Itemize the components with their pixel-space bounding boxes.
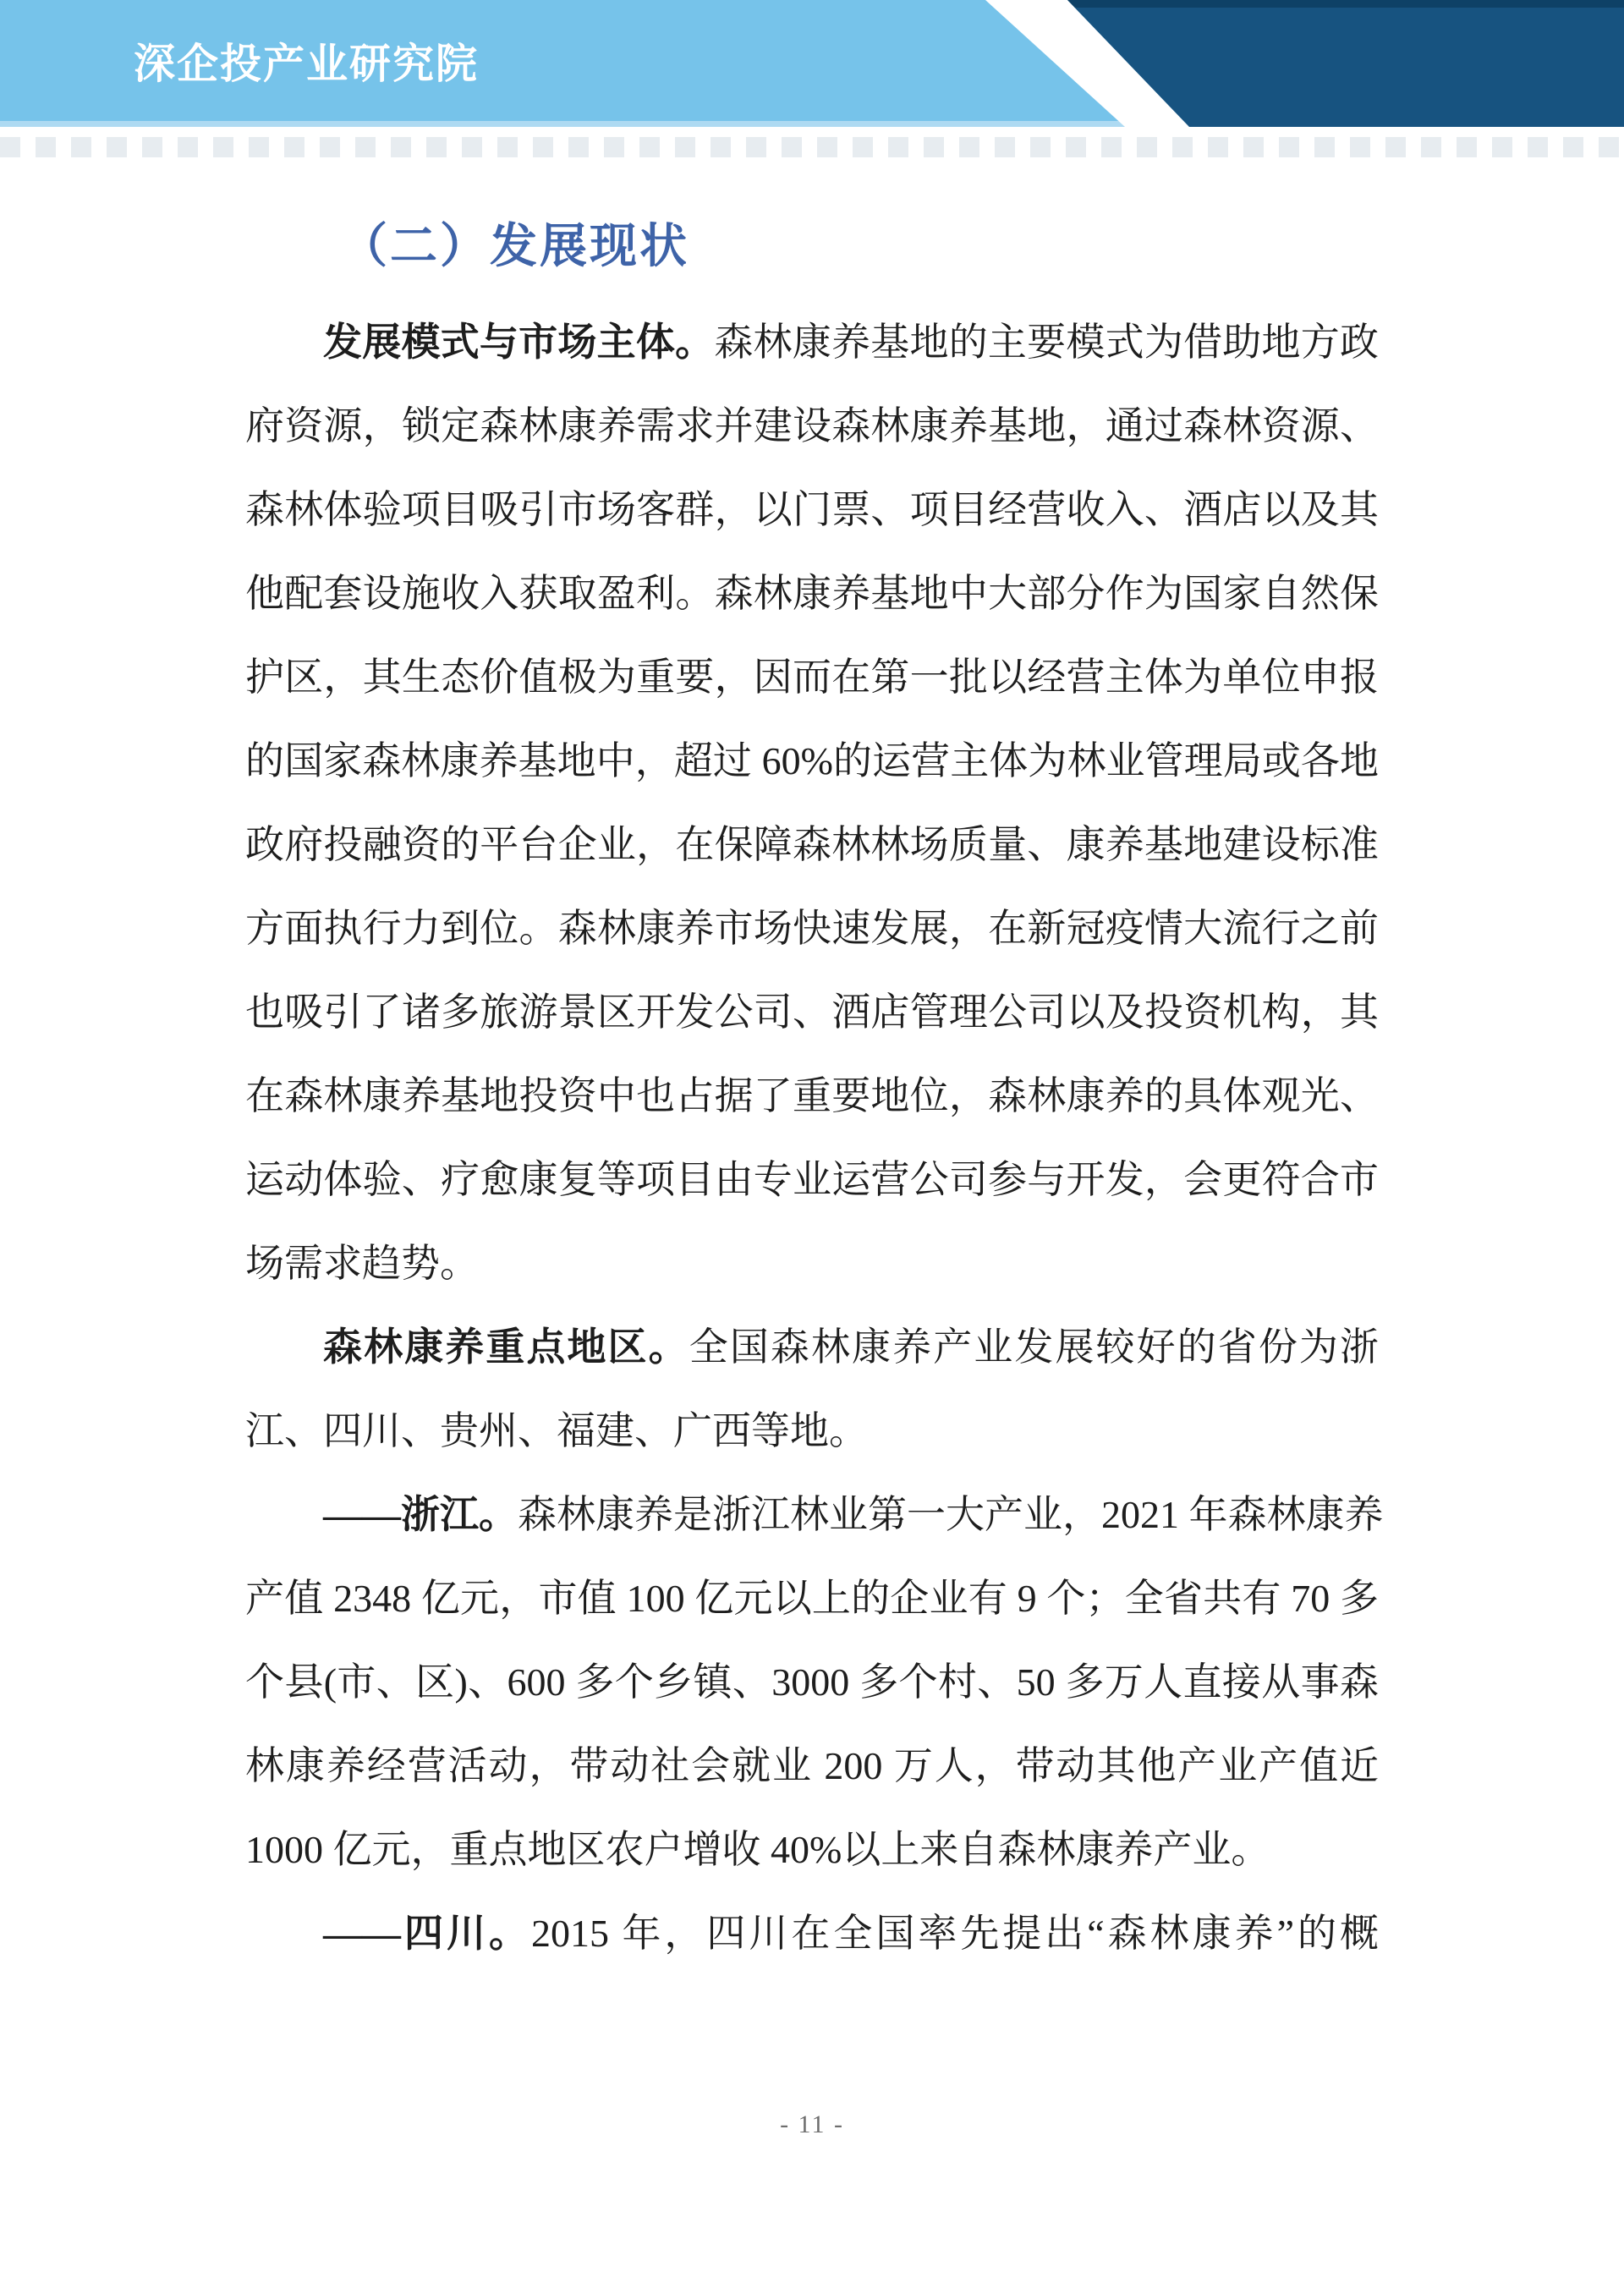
bold-lead-run: 发展模式与市场主体。 — [323, 321, 715, 364]
line-text-run: 政府投融资的平台企业，在保障森林林场质量、康养基地建设标准 — [245, 823, 1379, 866]
text-line — [245, 1640, 1379, 1724]
text-line — [245, 970, 1379, 1054]
line-text-run: 江、四川、贵州、福建、广西等地。 — [245, 1409, 868, 1452]
line-text-run: 森林体验项目吸引市场客群，以门票、项目经营收入、酒店以及其 — [245, 488, 1379, 531]
page-number: - 11 - — [780, 2110, 844, 2138]
bold-lead-run: ——四川。 — [323, 1912, 531, 1955]
text-line — [245, 1891, 1379, 1975]
line-text-run: 场需求趋势。 — [245, 1242, 479, 1285]
text-line — [245, 1473, 1384, 1556]
line-text-run: 的国家森林康养基地中，超过 60%的运营主体为林业管理局或各地 — [245, 739, 1379, 782]
page-header-band — [0, 0, 1624, 127]
line-text-run: 森林康养是浙江林业第一大产业，2021 年森林康养 — [518, 1493, 1384, 1536]
text-line — [245, 1556, 1379, 1640]
text-line — [245, 635, 1379, 719]
text-line — [245, 384, 1379, 468]
line-text-run: 全国森林康养产业发展较好的省份为浙 — [689, 1325, 1380, 1369]
text-line — [245, 1389, 1379, 1473]
line-text-run: 也吸引了诸多旅游景区开发公司、酒店管理公司以及投资机构，其 — [245, 991, 1379, 1034]
line-text-run: 产值 2348 亿元，市值 100 亿元以上的企业有 9 个；全省共有 70 多 — [245, 1577, 1379, 1620]
text-line — [245, 300, 1379, 384]
body-lines — [245, 300, 1384, 1975]
line-text-run: 府资源，锁定森林康养需求并建设森林康养基地，通过森林资源、 — [245, 404, 1379, 447]
line-text-run: 在森林康养基地投资中也占据了重要地位，森林康养的具体观光、 — [245, 1074, 1379, 1117]
section-heading: （二）发展现状 — [340, 221, 689, 273]
text-line — [245, 1138, 1379, 1221]
text-line — [245, 803, 1379, 886]
text-line — [245, 1221, 1379, 1305]
bold-lead-run: 森林康养重点地区。 — [323, 1325, 689, 1369]
line-text-run: 森林康养基地的主要模式为借助地方政 — [714, 321, 1380, 364]
line-text-run: 他配套设施收入获取盈利。森林康养基地中大部分作为国家自然保 — [245, 572, 1379, 615]
header-scan-artifact-line — [0, 137, 1624, 157]
text-line — [245, 1724, 1379, 1808]
text-line — [245, 468, 1379, 552]
organization-title: 深企投产业研究院 — [134, 41, 480, 87]
text-line — [245, 1054, 1379, 1138]
line-text-run: 运动体验、疗愈康复等项目由专业运营公司参与开发，会更符合市 — [245, 1158, 1379, 1201]
text-line — [245, 1305, 1379, 1389]
text-line — [245, 1808, 1379, 1891]
bold-lead-run: ——浙江。 — [323, 1493, 518, 1536]
line-text-run: 护区，其生态价值极为重要，因而在第一批以经营主体为单位申报 — [245, 656, 1379, 699]
text-line — [245, 552, 1379, 635]
line-text-run: 林康养经营活动，带动社会就业 200 万人，带动其他产业产值近 — [245, 1744, 1379, 1787]
text-line — [245, 719, 1379, 803]
line-text-run: 个县(市、区)、600 多个乡镇、3000 多个村、50 多万人直接从事森 — [245, 1660, 1379, 1704]
line-text-run: 方面执行力到位。森林康养市场快速发展，在新冠疫情大流行之前 — [245, 907, 1379, 950]
line-text-run: 2015 年，四川在全国率先提出“森林康养”的概 — [530, 1912, 1380, 1955]
line-text-run: 1000 亿元，重点地区农户增收 40%以上来自森林康养产业。 — [245, 1828, 1270, 1871]
text-line — [245, 886, 1379, 970]
